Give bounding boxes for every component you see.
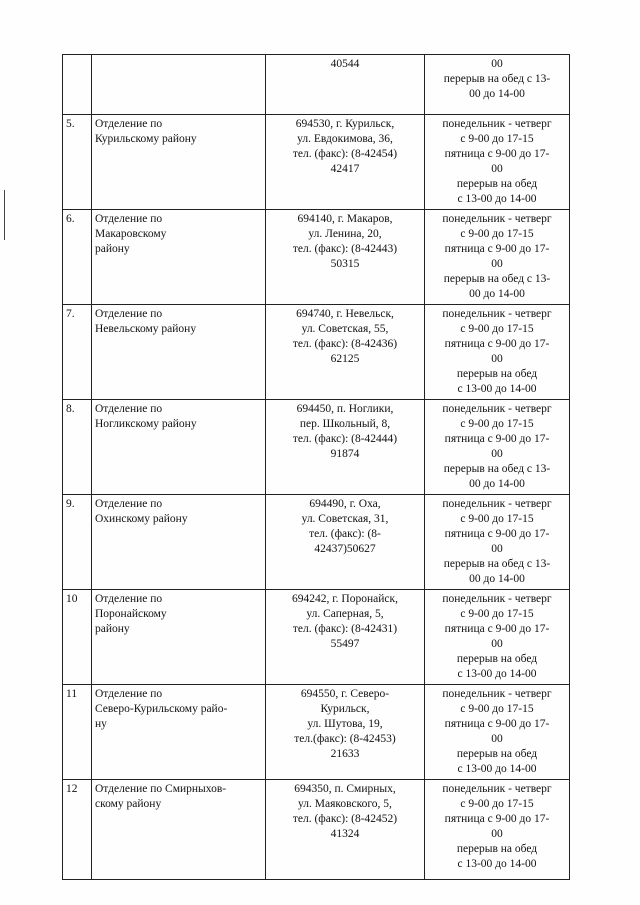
address-line: ул. Советская, 55, [301, 323, 389, 335]
address-line: ул. Советская, 31, [301, 513, 389, 525]
address-line: 21633 [330, 748, 360, 760]
hours-line: пятница с 9-00 до 17- [444, 813, 550, 825]
hours-line: перерыв на обед с 13- [443, 558, 551, 570]
address-line: 50315 [330, 258, 360, 270]
office-name-cell [92, 305, 266, 400]
hours-line: 00 [491, 58, 503, 70]
hours-line: пятница с 9-00 до 17- [444, 433, 550, 445]
hours-cell [425, 590, 570, 685]
hours-line: 00 [491, 543, 503, 555]
hours-line: перерыв на обед с 13- [443, 73, 551, 85]
office-name-cell [92, 590, 266, 685]
hours-line: с 9-00 до 17-15 [460, 418, 534, 430]
hours-line: с 13-00 до 14-00 [457, 668, 537, 680]
hours-line: с 13-00 до 14-00 [457, 383, 537, 395]
hours-line: 00 до 14-00 [469, 478, 525, 490]
row-number [63, 55, 92, 115]
office-name-line: Поронайскому [95, 608, 167, 620]
table-row [63, 210, 570, 305]
row-number: 11 [63, 685, 92, 780]
row-number: 10 [63, 590, 92, 685]
address-line: тел. (факс): (8-42436) [292, 338, 398, 350]
address-line: ул. Шутова, 19, [307, 718, 383, 730]
address-cell [266, 210, 425, 305]
address-line: 40544 [330, 58, 360, 70]
hours-line: пятница с 9-00 до 17- [444, 718, 550, 730]
address-line: 694140, г. Макаров, [297, 213, 393, 225]
hours-line: с 9-00 до 17-15 [460, 133, 534, 145]
address-line: ул. Саперная, 5, [306, 608, 384, 620]
address-line: Курильск, [320, 703, 370, 715]
table-row [63, 305, 570, 400]
office-name-line: Невельскому району [95, 323, 197, 335]
office-name-cell [92, 55, 266, 115]
row-number: 7. [63, 305, 92, 400]
office-table-body [63, 55, 570, 880]
address-line: ул. Евдокимова, 36, [297, 133, 393, 145]
table-row [63, 685, 570, 780]
hours-line: 00 [491, 733, 503, 745]
address-cell [266, 115, 425, 210]
address-line: 41324 [330, 828, 360, 840]
hours-line: с 13-00 до 14-00 [457, 763, 537, 775]
table-row [63, 780, 570, 880]
hours-line: 00 [491, 163, 503, 175]
hours-cell [425, 55, 570, 115]
table-row [63, 495, 570, 590]
address-line: тел. (факс): (8-42454) [292, 148, 398, 160]
office-name-line: Отделение по [95, 308, 163, 320]
hours-line: 00 [491, 353, 503, 365]
hours-line: понедельник - четверг [442, 783, 552, 795]
address-line: пер. Школьный, 8, [299, 418, 391, 430]
table-row [63, 400, 570, 495]
office-name-line: Отделение по [95, 213, 163, 225]
hours-line: перерыв на обед [456, 368, 538, 380]
hours-line: с 9-00 до 17-15 [460, 608, 534, 620]
address-line: 694550, г. Северо- [300, 688, 390, 700]
office-name-line: Макаровскому [95, 228, 167, 240]
hours-line: 00 до 14-00 [469, 288, 525, 300]
address-line: тел. (факс): (8-42452) [292, 813, 398, 825]
address-cell [266, 55, 425, 115]
address-line: тел. (факс): (8- [309, 528, 381, 540]
hours-line: перерыв на обед с 13- [443, 273, 551, 285]
table-row [63, 55, 570, 115]
row-number: 5. [63, 115, 92, 210]
address-line: 62125 [330, 353, 360, 365]
office-name-line: Курильскому району [95, 133, 197, 145]
address-line: 42417 [330, 163, 360, 175]
office-name-cell [92, 780, 266, 880]
hours-line: 00 [491, 448, 503, 460]
address-line: тел.(факс): (8-42453) [294, 733, 396, 745]
hours-cell [425, 685, 570, 780]
hours-line: понедельник - четверг [442, 498, 552, 510]
office-name-cell [92, 115, 266, 210]
hours-line: с 9-00 до 17-15 [460, 228, 534, 240]
hours-line: понедельник - четверг [442, 688, 552, 700]
office-name-line: району [95, 623, 130, 635]
hours-line: понедельник - четверг [442, 213, 552, 225]
address-line: 694740, г. Невельск, [296, 308, 394, 320]
address-line: 694450, п. Ноглики, [296, 403, 394, 415]
office-name-cell [92, 495, 266, 590]
office-table [62, 54, 570, 880]
hours-line: пятница с 9-00 до 17- [444, 528, 550, 540]
hours-line: 00 до 14-00 [469, 573, 525, 585]
table-row [63, 115, 570, 210]
row-number: 6. [63, 210, 92, 305]
hours-cell [425, 305, 570, 400]
hours-line: понедельник - четверг [442, 118, 552, 130]
hours-line: пятница с 9-00 до 17- [444, 148, 550, 160]
hours-line: перерыв на обед [456, 653, 538, 665]
address-cell [266, 685, 425, 780]
hours-line: 00 [491, 828, 503, 840]
hours-line: с 9-00 до 17-15 [460, 513, 534, 525]
office-name-line: Отделение по [95, 498, 163, 510]
hours-line: перерыв на обед [456, 178, 538, 190]
office-name-line: Охинскому району [95, 513, 188, 525]
address-line: 55497 [330, 638, 360, 650]
hours-line: понедельник - четверг [442, 593, 552, 605]
row-number: 9. [63, 495, 92, 590]
address-cell [266, 400, 425, 495]
hours-line: пятница с 9-00 до 17- [444, 623, 550, 635]
address-line: тел. (факс): (8-42444) [292, 433, 398, 445]
office-name-line: Отделение по [95, 688, 163, 700]
address-line: 694490, г. Оха, [309, 498, 381, 510]
hours-line: с 13-00 до 14-00 [457, 858, 537, 870]
office-name-line: Отделение по [95, 403, 163, 415]
office-name-line: скому району [95, 798, 162, 810]
address-cell [266, 780, 425, 880]
address-line: 91874 [330, 448, 360, 460]
address-line: 694242, г. Поронайск, [292, 593, 398, 605]
address-cell [266, 305, 425, 400]
hours-line: 00 [491, 638, 503, 650]
hours-cell [425, 780, 570, 880]
office-name-cell [92, 685, 266, 780]
office-name-line: району [95, 243, 130, 255]
hours-line: пятница с 9-00 до 17- [444, 243, 550, 255]
hours-line: перерыв на обед [456, 748, 538, 760]
address-line: 694350, п. Смирных, [294, 783, 396, 795]
hours-cell [425, 400, 570, 495]
address-cell [266, 590, 425, 685]
row-number: 8. [63, 400, 92, 495]
hours-line: с 13-00 до 14-00 [457, 193, 537, 205]
hours-line: перерыв на обед [456, 843, 538, 855]
hours-line: 00 [491, 258, 503, 270]
office-name-line: Северо-Курильскому райо- [95, 703, 228, 715]
row-number: 12 [63, 780, 92, 880]
office-name-line: Отделение по [95, 593, 163, 605]
hours-line: понедельник - четверг [442, 308, 552, 320]
office-name-line: Отделение по Смирныхов- [95, 783, 227, 795]
office-name-line: Ногликскому району [95, 418, 197, 430]
address-cell [266, 495, 425, 590]
table-row [63, 590, 570, 685]
address-line: 42437)50627 [314, 543, 376, 555]
hours-line: с 9-00 до 17-15 [460, 703, 534, 715]
office-name-line: Отделение по [95, 118, 163, 130]
address-line: тел. (факс): (8-42443) [292, 243, 398, 255]
address-line: ул. Ленина, 20, [308, 228, 382, 240]
address-line: тел. (факс): (8-42431) [292, 623, 398, 635]
hours-cell [425, 495, 570, 590]
hours-line: перерыв на обед с 13- [443, 463, 551, 475]
office-name-cell [92, 210, 266, 305]
hours-line: пятница с 9-00 до 17- [444, 338, 550, 350]
address-line: 694530, г. Курильск, [295, 118, 395, 130]
hours-line: с 9-00 до 17-15 [460, 798, 534, 810]
address-line: ул. Маяковского, 5, [298, 798, 392, 810]
hours-cell [425, 115, 570, 210]
hours-line: понедельник - четверг [442, 403, 552, 415]
hours-cell [425, 210, 570, 305]
office-name-cell [92, 400, 266, 495]
hours-line: 00 до 14-00 [469, 88, 525, 100]
hours-line: с 9-00 до 17-15 [460, 323, 534, 335]
office-name-line: ну [95, 718, 107, 730]
scan-edge-mark [4, 190, 5, 240]
